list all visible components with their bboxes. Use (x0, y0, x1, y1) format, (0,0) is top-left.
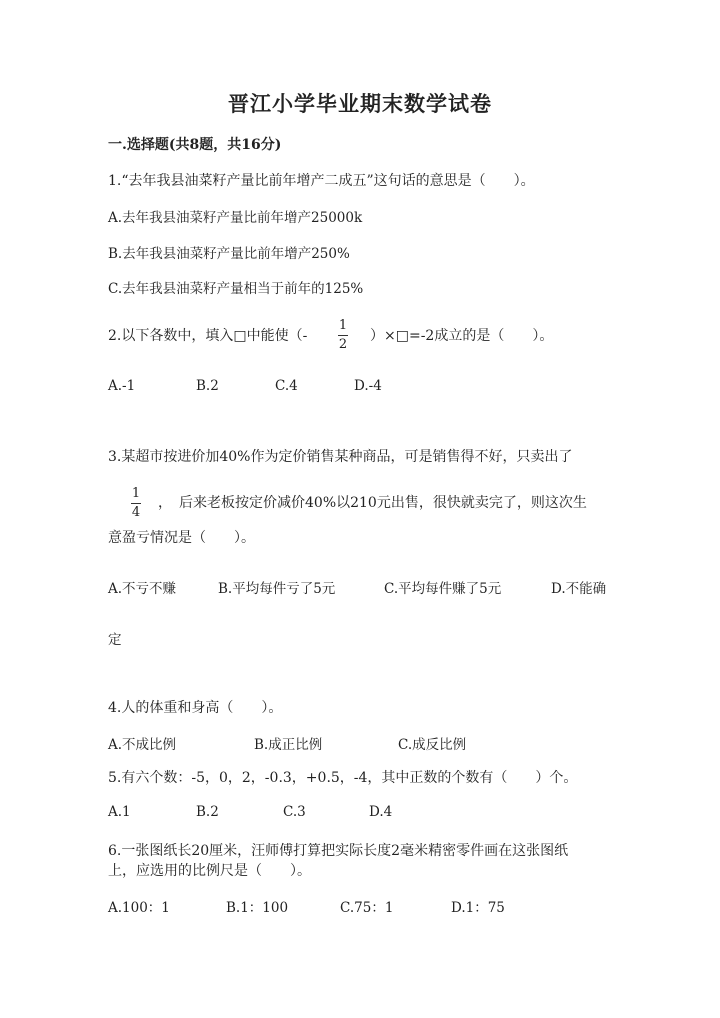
question-4-text: 4.人的体重和身高（ ）。 (108, 700, 283, 716)
q1-option-c: C.去年我县油菜籽产量相当于前年的125% (108, 281, 364, 297)
q2-fraction-bar (338, 335, 348, 336)
q3-option-d: D.不能确 (551, 581, 607, 597)
section-heading: 一.选择题(共8题，共16分) (108, 137, 282, 153)
q4-option-c: C.成反比例 (398, 737, 467, 753)
q2-option-d: D.-4 (354, 378, 382, 394)
q6-option-d: D.1：75 (451, 900, 505, 916)
q3-option-b: B.平均每件亏了5元 (218, 581, 336, 597)
q3-option-c: C.平均每件赚了5元 (384, 581, 502, 597)
q3-fraction (131, 486, 141, 520)
q2-option-b: B.2 (196, 378, 219, 394)
q6-option-a: A.100：1 (108, 900, 170, 916)
q2-fraction-denominator: 2 (338, 337, 348, 352)
question-6-line-2: 上，应选用的比例尺是（ ）。 (108, 863, 311, 879)
question-5-text: 5.有六个数：-5，0，2，-0.3，+0.5，-4，其中正数的个数有（ ）个。 (108, 770, 578, 786)
q2-fraction-numerator: 1 (338, 318, 348, 333)
question-2-text-before: 2.以下各数中，填入□中能使（- (108, 328, 308, 344)
question-3-line-1: 3.某超市按进价加40%作为定价销售某种商品，可是销售得不好，只卖出了 (108, 449, 573, 465)
q6-option-c: C.75：1 (340, 900, 394, 916)
question-2-text-after: ）×□=-2成立的是（ ）。 (370, 328, 554, 344)
exam-title: 晋江小学毕业期末数学试卷 (228, 91, 492, 116)
q1-option-b: B.去年我县油菜籽产量比前年增产250% (108, 246, 350, 262)
q4-option-a: A.不成比例 (108, 737, 177, 753)
q6-option-b: B.1：100 (226, 900, 289, 916)
q3-fraction-denominator: 4 (131, 505, 141, 520)
q3-option-d-wrap: 定 (108, 632, 122, 648)
q3-fraction-bar (131, 503, 141, 504)
q1-option-a: A.去年我县油菜籽产量比前年增产25000k (108, 210, 363, 226)
q3-option-a: A.不亏不赚 (108, 581, 177, 597)
q5-option-c: C.3 (283, 804, 306, 820)
question-1-text: 1.“去年我县油菜籽产量比前年增产二成五”这句话的意思是（ ）。 (108, 173, 535, 189)
question-3-line-3: 意盈亏情况是（ ）。 (108, 530, 255, 546)
q5-option-b: B.2 (196, 804, 219, 820)
q2-fraction (338, 318, 348, 352)
q2-option-c: C.4 (275, 378, 298, 394)
q3-fraction-numerator: 1 (131, 486, 141, 501)
q5-option-a: A.1 (108, 804, 131, 820)
q4-option-b: B.成正比例 (254, 737, 323, 753)
q2-option-a: A.-1 (108, 378, 136, 394)
question-3-line-2: ， 后来老板按定价减价40%以210元出售，很快就卖完了，则这次生 (158, 495, 587, 511)
question-6-line-1: 6.一张图纸长20厘米，汪师傅打算把实际长度2毫米精密零件画在这张图纸 (108, 843, 569, 859)
q5-option-d: D.4 (369, 804, 393, 820)
